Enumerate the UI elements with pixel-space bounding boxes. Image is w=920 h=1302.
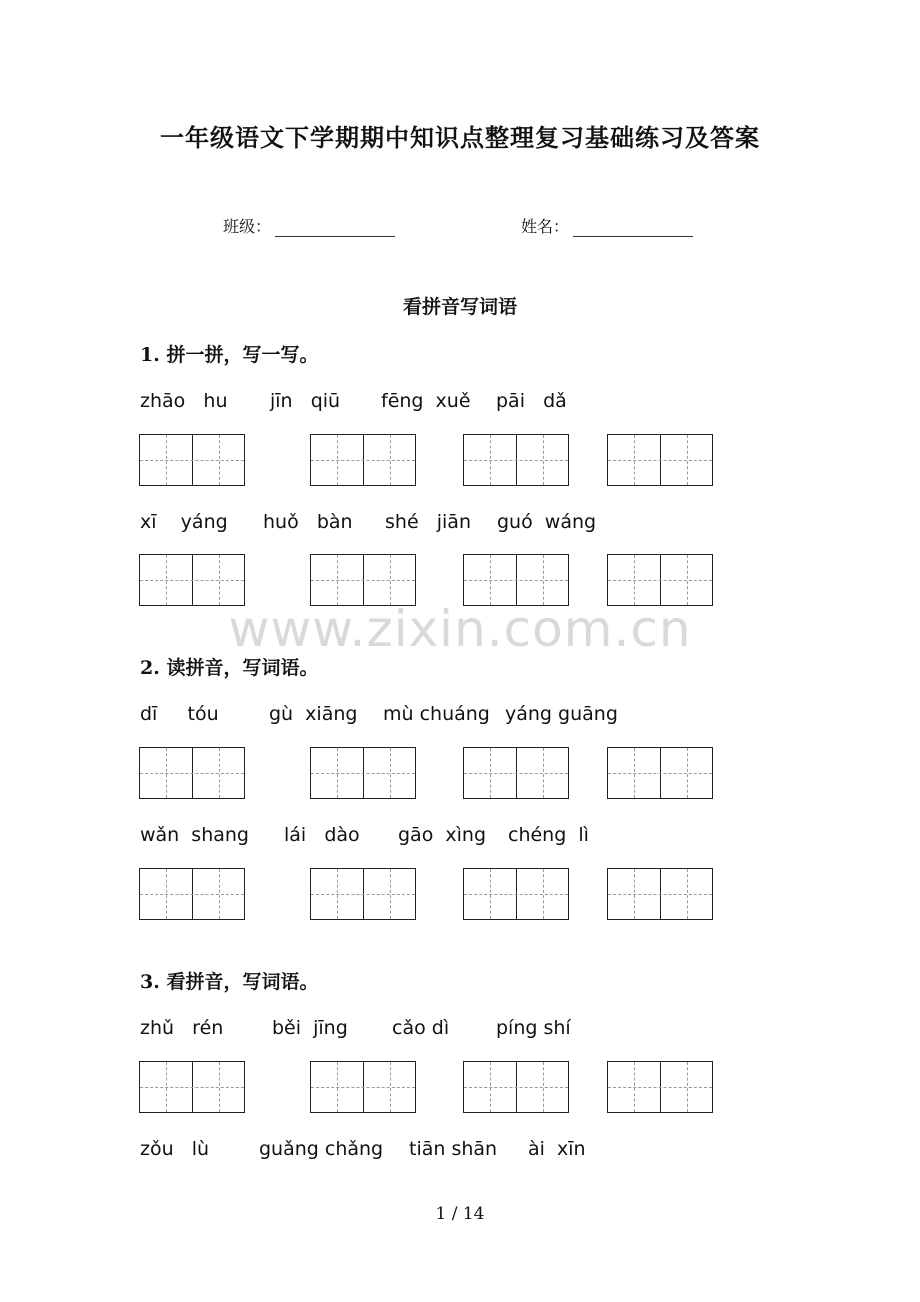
writing-grid[interactable] bbox=[139, 868, 245, 920]
name-blank[interactable] bbox=[573, 218, 693, 237]
writing-grid[interactable] bbox=[310, 747, 416, 799]
writing-grid[interactable] bbox=[607, 1061, 713, 1113]
writing-grid[interactable] bbox=[607, 554, 713, 606]
writing-grid[interactable] bbox=[607, 434, 713, 486]
pinyin-word: huǒ bàn bbox=[263, 511, 353, 533]
writing-grid[interactable] bbox=[463, 434, 569, 486]
name-field bbox=[521, 214, 693, 237]
pinyin-word: zhǔ rén bbox=[140, 1017, 224, 1039]
writing-grid[interactable] bbox=[310, 434, 416, 486]
question-heading: 1. 拼一拼，写一写。 bbox=[140, 344, 319, 366]
pinyin-word: jīn qiū bbox=[270, 390, 341, 412]
pinyin-word: zǒu lù bbox=[140, 1138, 210, 1160]
pinyin-word: shé jiān bbox=[385, 511, 471, 533]
writing-grid[interactable] bbox=[607, 747, 713, 799]
pinyin-word: gāo xìng bbox=[398, 824, 487, 846]
pinyin-word: píng shí bbox=[496, 1017, 571, 1039]
writing-grid[interactable] bbox=[139, 747, 245, 799]
writing-grid[interactable] bbox=[139, 1061, 245, 1113]
writing-grid[interactable] bbox=[139, 554, 245, 606]
writing-grid[interactable] bbox=[310, 868, 416, 920]
pinyin-word: fēng xuě bbox=[381, 390, 471, 412]
pinyin-word: tiān shān bbox=[409, 1138, 498, 1160]
writing-grid[interactable] bbox=[310, 554, 416, 606]
writing-grid[interactable] bbox=[463, 868, 569, 920]
question-heading: 2. 读拼音，写词语。 bbox=[140, 657, 319, 679]
pinyin-word: gù xiāng bbox=[269, 703, 358, 725]
writing-grid[interactable] bbox=[463, 747, 569, 799]
pinyin-word: dī tóu bbox=[140, 703, 219, 725]
class-label: 班级： bbox=[223, 217, 272, 236]
watermark: www.zixin.com.cn bbox=[228, 600, 692, 658]
page-number: 1 / 14 bbox=[435, 1204, 485, 1224]
pinyin-word: pāi dǎ bbox=[496, 390, 567, 412]
pinyin-word: guó wáng bbox=[497, 511, 597, 533]
pinyin-word: zhāo hu bbox=[140, 390, 228, 412]
pinyin-word: mù chuáng bbox=[383, 703, 490, 725]
pinyin-word: xī yáng bbox=[140, 511, 228, 533]
pinyin-word: chéng lì bbox=[508, 824, 589, 846]
writing-grid[interactable] bbox=[607, 868, 713, 920]
writing-grid[interactable] bbox=[139, 434, 245, 486]
pinyin-word: wǎn shang bbox=[140, 824, 249, 846]
class-blank[interactable] bbox=[275, 218, 395, 237]
class-field bbox=[223, 214, 395, 237]
pinyin-word: guǎng chǎng bbox=[259, 1138, 384, 1160]
name-label: 姓名： bbox=[521, 217, 570, 236]
pinyin-word: yáng guāng bbox=[505, 703, 618, 725]
section-title: 看拼音写词语 bbox=[402, 296, 517, 318]
pinyin-word: lái dào bbox=[284, 824, 360, 846]
pinyin-word: běi jīng bbox=[272, 1017, 348, 1039]
writing-grid[interactable] bbox=[463, 554, 569, 606]
document-title: 一年级语文下学期期中知识点整理复习基础练习及答案 bbox=[160, 123, 760, 152]
writing-grid[interactable] bbox=[463, 1061, 569, 1113]
pinyin-word: cǎo dì bbox=[392, 1017, 450, 1039]
question-heading: 3. 看拼音，写词语。 bbox=[140, 971, 319, 993]
pinyin-word: ài xīn bbox=[528, 1138, 586, 1160]
writing-grid[interactable] bbox=[310, 1061, 416, 1113]
